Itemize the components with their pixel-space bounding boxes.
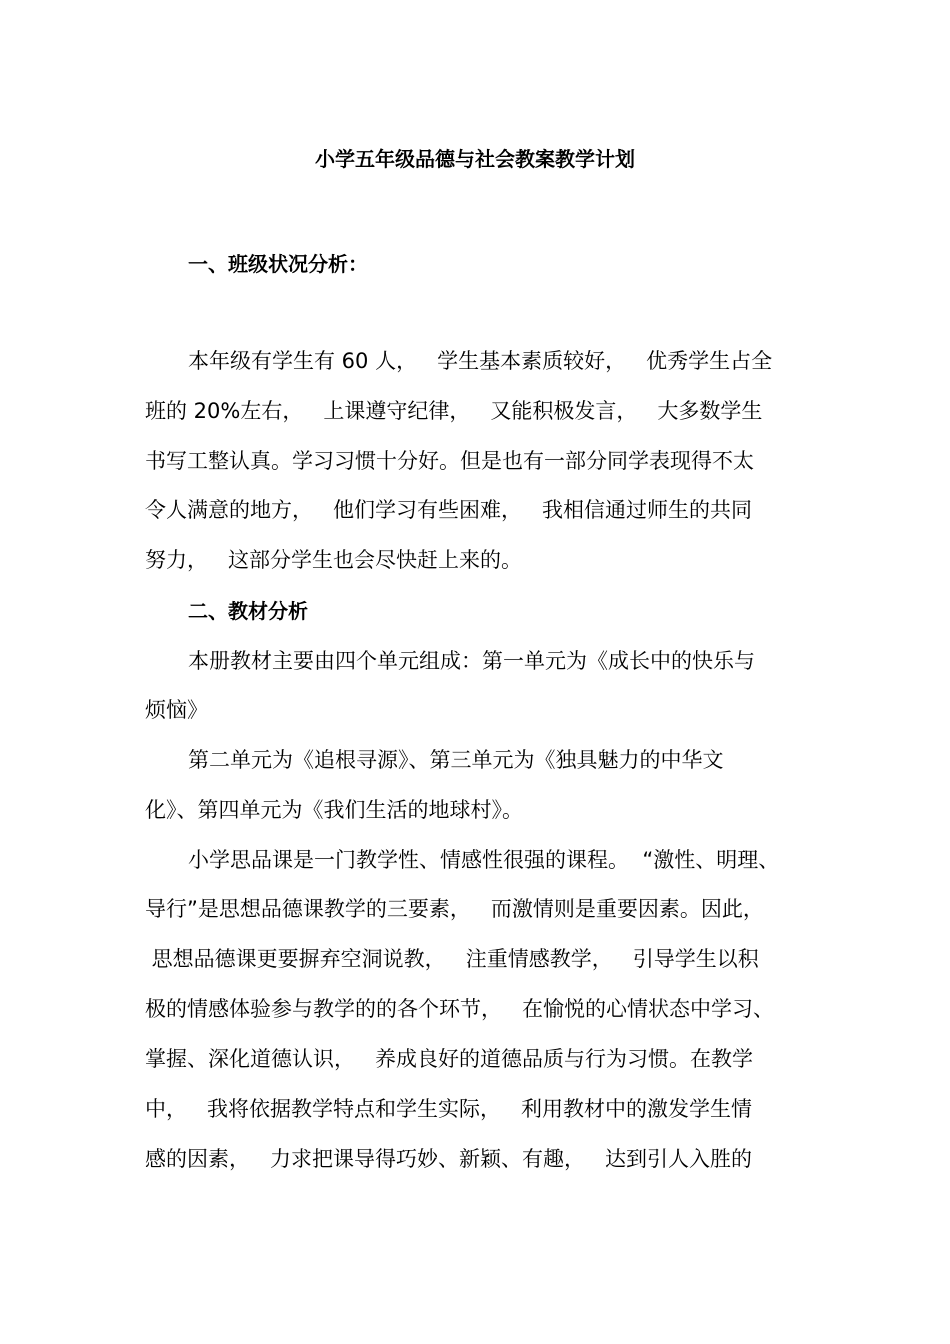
section1-heading: 一、班级状况分析： (188, 252, 368, 276)
paragraph-line: 第二单元为《追根寻源》、第三单元为《独具魅力的中华文 (188, 748, 724, 772)
paragraph-line: 班的 20%左右， 上课遵守纪律， 又能积极发言， 大多数学生 (145, 399, 763, 423)
paragraph-line: 中， 我将依据教学特点和学生实际， 利用教材中的激发学生情 (145, 1097, 753, 1121)
document-title: 小学五年级品德与社会教案教学计划 (315, 147, 635, 171)
paragraph-line: 导行”是思想品德课教学的三要素， 而激情则是重要因素。因此， (145, 897, 764, 921)
paragraph-line: 极的情感体验参与教学的的各个环节， 在愉悦的心情状态中学习、 (145, 997, 775, 1021)
paragraph-line: 化》、第四单元为《我们生活的地球村》。 (145, 798, 523, 822)
paragraph-line: 思想品德课更要摒弃空洞说教， 注重情感教学， 引导学生以积 (145, 947, 759, 971)
paragraph-line: 小学思品课是一门教学性、情感性很强的课程。 “激性、明理、 (188, 848, 780, 872)
paragraph-line: 烦恼》 (145, 698, 208, 722)
paragraph-line: 感的因素， 力求把课导得巧妙、新颖、有趣， 达到引人入胜的 (145, 1147, 753, 1171)
paragraph-line: 令人满意的地方， 他们学习有些困难， 我相信通过师生的共同 (145, 498, 753, 522)
paragraph-line: 努力， 这部分学生也会尽快赶上来的。 (145, 548, 523, 572)
paragraph-line: 本册教材主要由四个单元组成：第一单元为《成长中的快乐与 (188, 649, 755, 673)
section2-heading: 二、教材分析 (188, 599, 308, 623)
paragraph-line: 掌握、深化道德认识， 养成良好的道德品质与行为习惯。在教学 (145, 1047, 754, 1071)
paragraph-line: 本年级有学生有 60 人， 学生基本素质较好， 优秀学生占全 (188, 349, 773, 373)
paragraph-line: 书写工整认真。学习习惯十分好。但是也有一部分同学表现得不太 (145, 449, 754, 473)
